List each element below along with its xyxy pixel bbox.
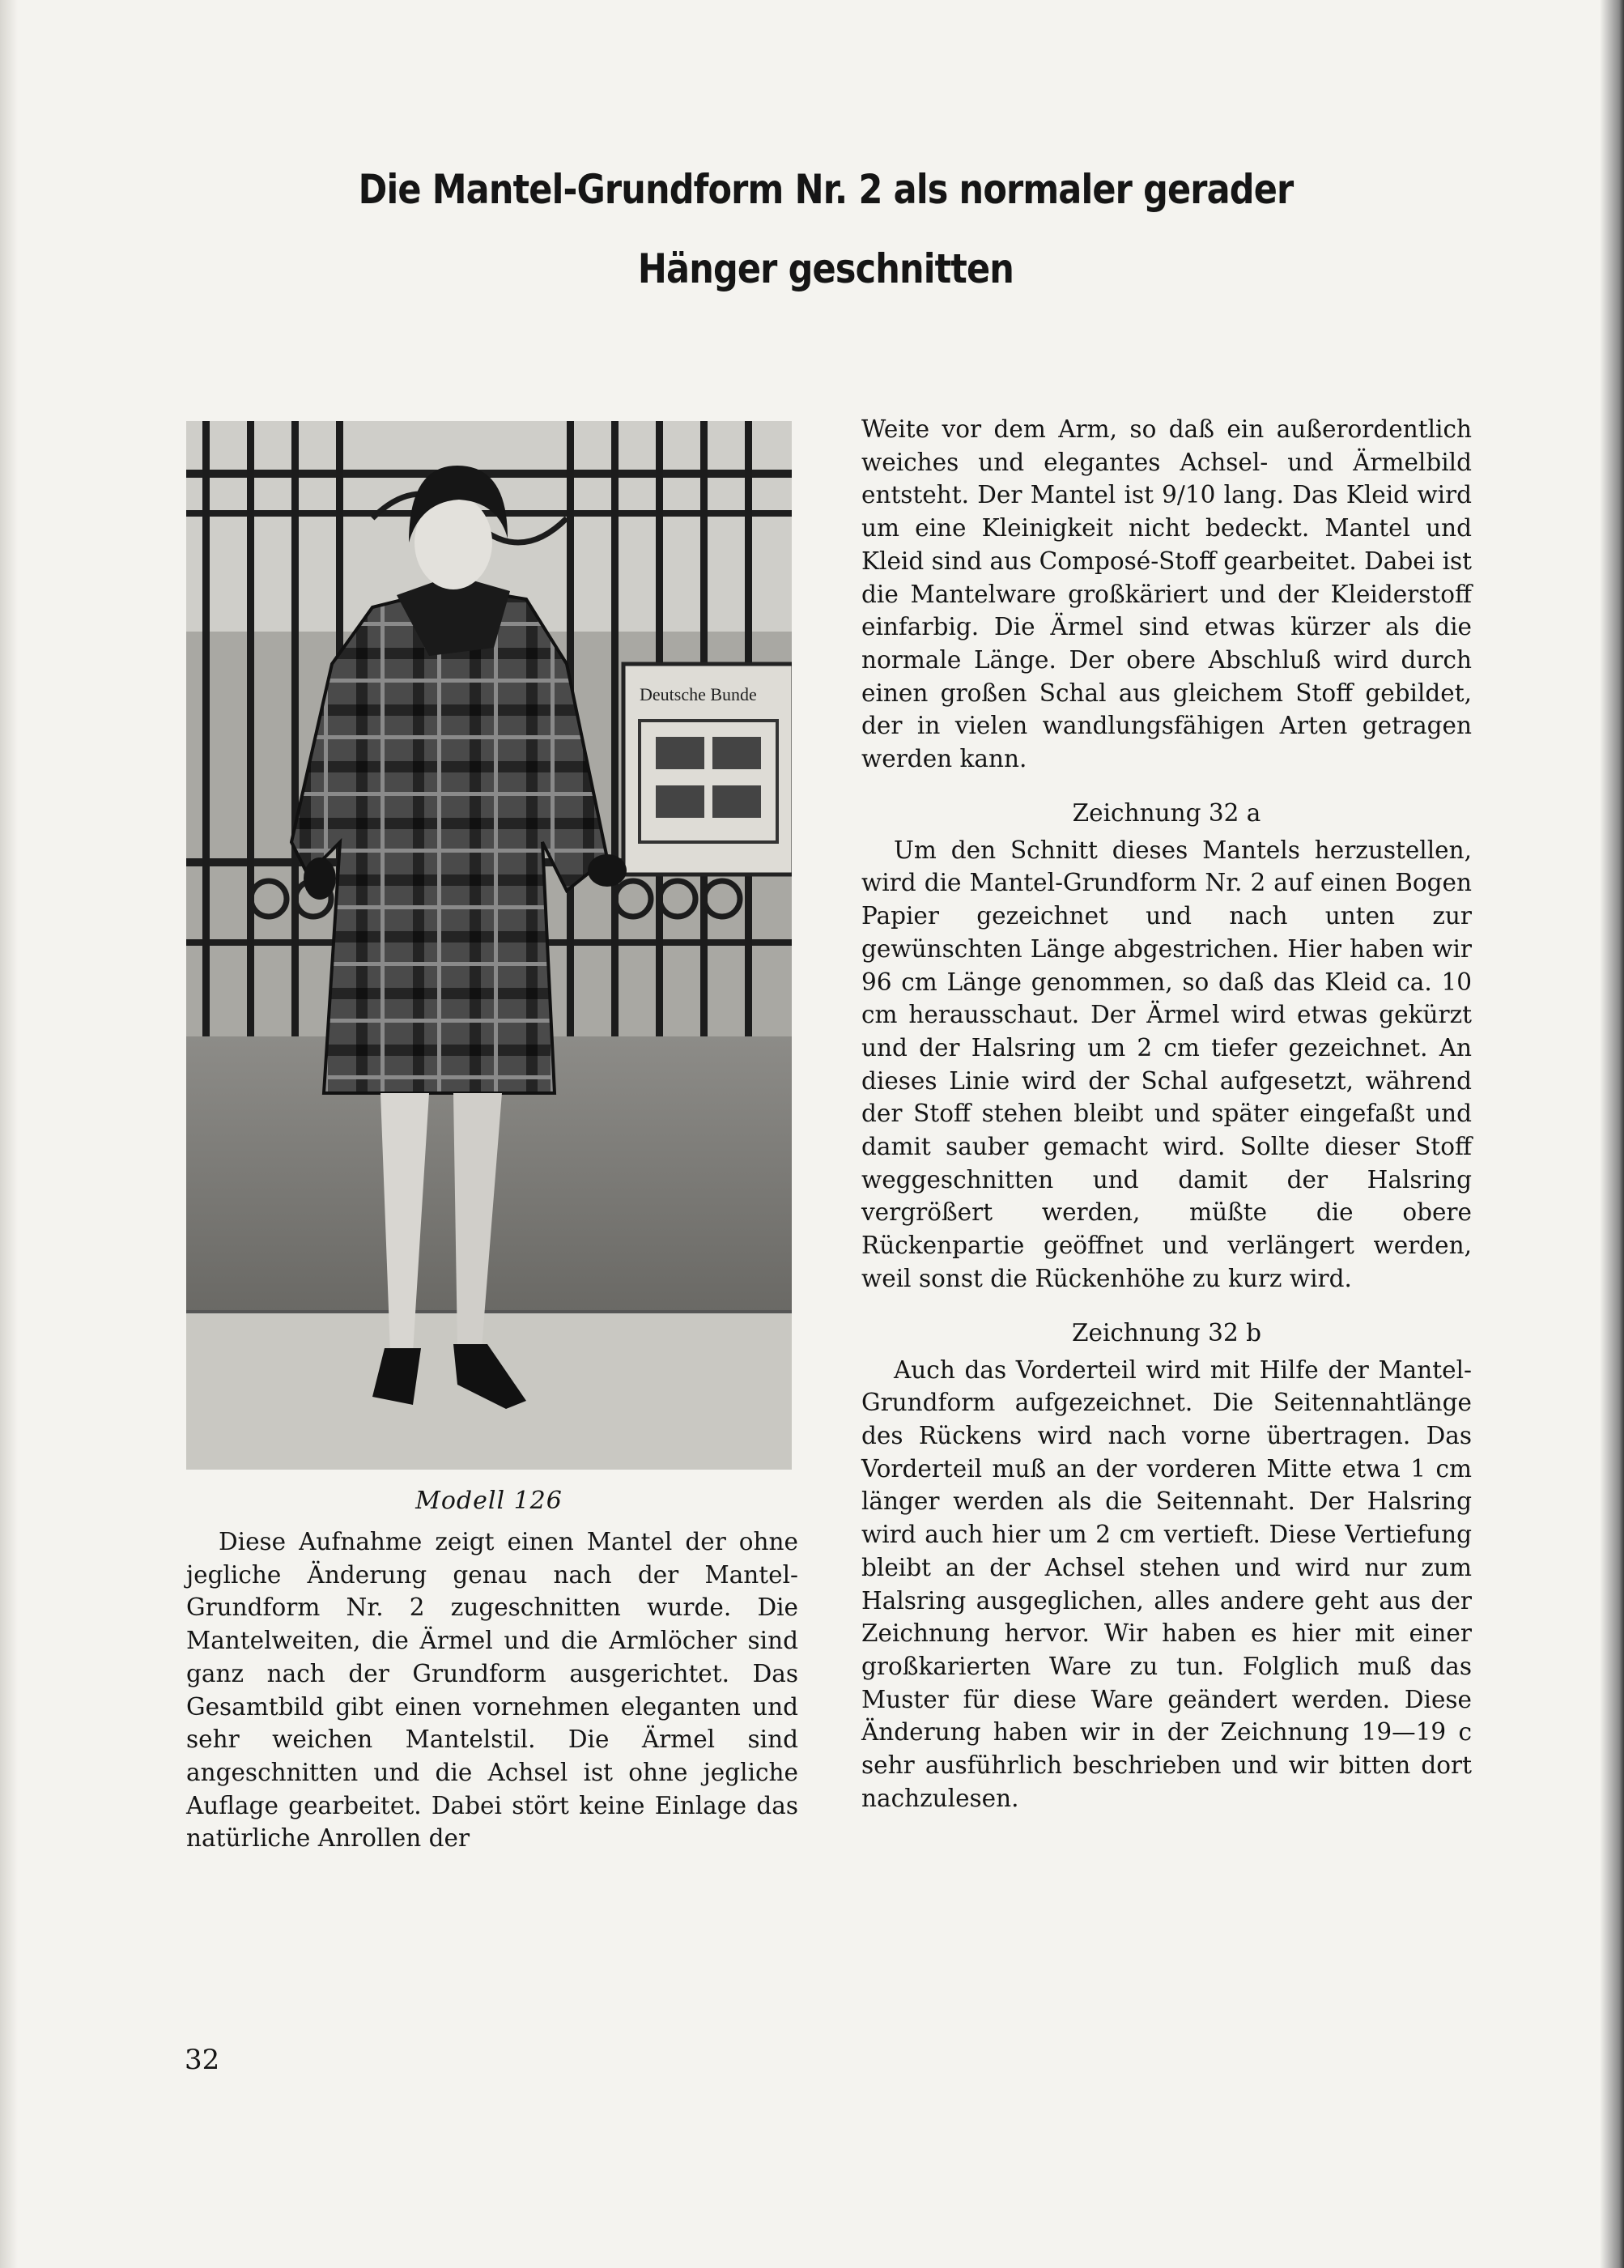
photo-caption: Modell 126	[415, 1487, 563, 1515]
scan-edge-left	[0, 0, 18, 2268]
title-line-2: Hänger geschnitten	[637, 245, 1014, 292]
section-heading-32b: Zeichnung 32 b	[1072, 1318, 1261, 1347]
sign-text: Deutsche Bunde	[640, 684, 757, 704]
model-photo	[186, 421, 792, 1470]
scan-edge-right	[1600, 0, 1624, 2268]
right-intro-paragraph: Weite vor dem Arm, so daß ein außerordentlich weiches und elegantes Achsel- und Ärmelbild entsteht. Der Mantel ist 9/10 lang. Das Kleid wird um eine Kleinigkeit nicht bedeckt. Mantel und Kleid sind aus Composé-Stoff gearbeitet. Dabei ist die Mantelware großkäriert und der Kleiderstoff einfarbig. Die Ärmel sind etwas kürzer als die normale Länge. Der obere Abschluß wird durch einen großen Schal aus gleichem Stoff gebildet, der in vielen wandlungsfähigen Arten getragen werden kann.	[861, 415, 1472, 773]
section-heading-32a: Zeichnung 32 a	[1072, 798, 1261, 827]
section-text-32a: Um den Schnitt dieses Mantels herzustellen, wird die Mantel-Grundform Nr. 2 auf einen Bogen Papier gezeichnet und nach unten zur gewünschten Länge abgestrichen. Hier haben wir 96 cm Länge genommen, so daß das Kleid ca. 10 cm herausschaut. Der Ärmel wird etwas gekürzt und der Halsring um 2 cm tiefer gezeichnet. An dieses Linie wird der Schal aufgesetzt, während der Stoff stehen bleibt und später eingefaßt und damit sauber gemacht wird. Sollte dieser Stoff weggeschnitten und damit der Halsring vergrößert werden, müßte die obere Rückenpartie geöffnet und verlängert werden, weil sonst die Rückenhöhe zu kurz wird.	[861, 836, 1472, 1292]
page-number: 32	[185, 2044, 220, 2076]
left-column	[186, 1525, 798, 1855]
section-text-32b: Auch das Vorderteil wird mit Hilfe der Mantel-Grundform aufgezeichnet. Die Seitennahtlänge des Rückens wird nach vorne übertragen. Das Vorderteil muß an der vorderen Mitte etwa 1 cm länger werden als die Seitennaht. Der Halsring wird auch hier um 2 cm vertieft. Diese Vertiefung bleibt an der Achsel stehen und wird nur zum Halsring ausgeglichen, alles andere geht aus der Zeichnung hervor. Wir haben es hier mit einer großkarierten Ware zu tun. Folglich muß das Muster für diese Ware geändert werden. Diese Änderung haben wir in der Zeichnung 19—19 c sehr ausführlich beschrieben und wir bitten dort nachzulesen.	[861, 1355, 1472, 1812]
title-line-1: Die Mantel-Grundform Nr. 2 als normaler gerader	[358, 166, 1294, 213]
right-column	[861, 413, 1472, 1815]
page-title	[325, 150, 1327, 308]
left-paragraph: Diese Aufnahme zeigt einen Mantel der ohne jegliche Änderung genau nach der Mantel-Grundform Nr. 2 zugeschnitten wurde. Die Mantelweiten, die Ärmel und die Armlöcher sind ganz nach der Grundform ausgerichtet. Das Gesamtbild gibt einen vornehmen eleganten und sehr weichen Mantelstil. Die Ärmel sind angeschnitten und die Achsel ist ohne jegliche Auflage gearbeitet. Dabei stört keine Einlage das natürliche Anrollen der	[186, 1528, 798, 1853]
